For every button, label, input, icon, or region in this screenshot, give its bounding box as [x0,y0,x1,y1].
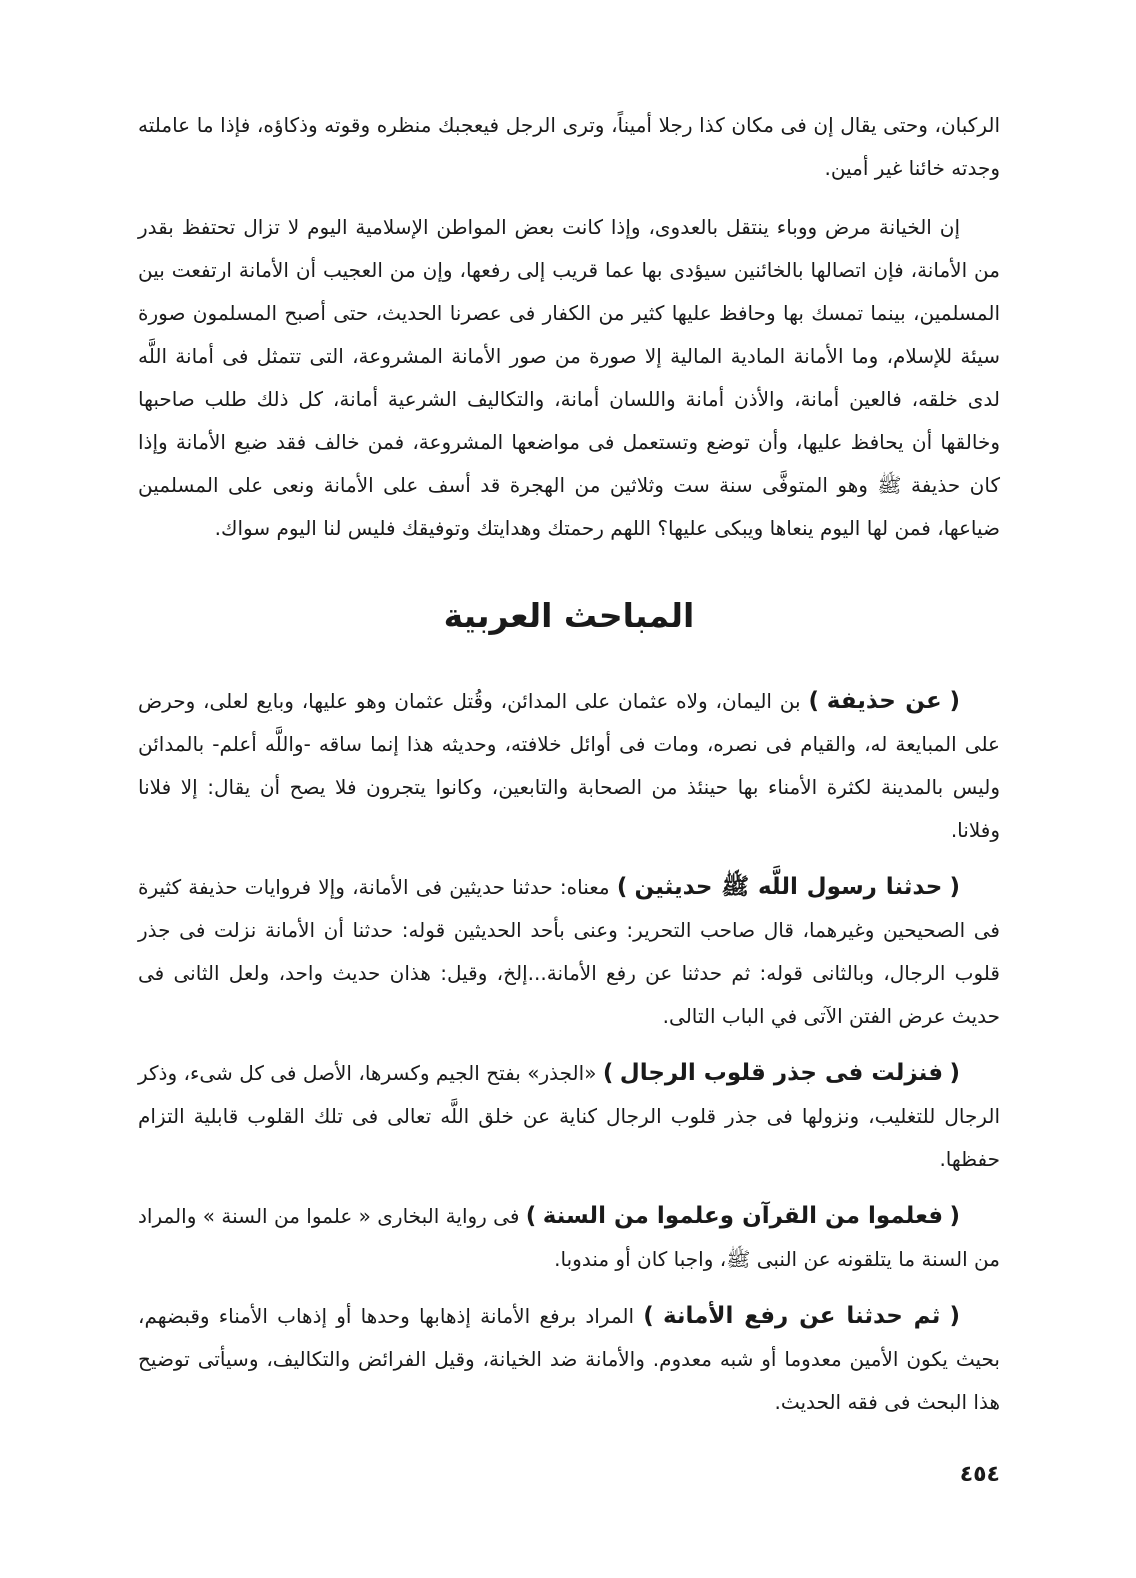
entry-lemma: ثم حدثنا عن رفع الأمانة [662,1303,941,1329]
section-title: المباحث العربية [443,596,695,635]
entry-text: بن اليمان، ولاه عثمان على المدائن، وقُتل عثمان وهو عليها، وبايع لعلى، وحرض على المبايعة له، والقيام فى نصره، ومات فى أوائل خلافته، وحديثه هذا إنما ساقه -واللَّه أعلم- بالمدائن وليس بالمدينة لكثرة الأمناء بها حينئذ من الصحابة والتابعين، وكانوا يتجرون فلا يصح أن يقال: إلا فلانا وفلانا. [138,689,1000,842]
entry-4 [138,1195,1000,1281]
entry-5 [138,1295,1000,1424]
entry-1 [138,680,1000,852]
entry-text: معناه: حدثنا حديثين فى الأمانة، وإلا فروايات حذيفة كثيرة فى الصحيحين وغيرهما، قال صاحب التحرير: وعنى بأحد الحديثين قوله: حدثنا أن الأمانة نزلت فى جذر قلوب الرجال، وبالثانى قوله: ثم حدثنا عن رفع الأمانة...إلخ، وقيل: هذان حديث واحد، ولعل الثانى فى حديث عرض الفتن الآتى في الباب التالى. [138,875,1000,1028]
entry-text: «الجذر» بفتح الجيم وكسرها، الأصل فى كل شىء، وذكر الرجال للتغليب، ونزولها فى جذر قلوب الرجال كناية عن خلق اللَّه تعالى فى تلك القلوب قابلية التزام حفظها. [138,1061,1000,1171]
page-content [138,104,1000,1438]
entry-text: فى رواية البخارى « علموا من السنة » والمراد من السنة ما يتلقونه عن النبى ﷺ، واجبا كان أو مندوبا. [138,1204,1000,1271]
entry-lemma: عن حذيفة [826,688,942,714]
page-number: ٤٥٤ [959,1462,1000,1487]
entry-lemma: فعلموا من القرآن وعلموا من السنة [542,1203,944,1229]
open-paren: ( [949,1303,961,1329]
intro-paragraph-2: إن الخيانة مرض ووباء ينتقل بالعدوى، وإذا كانت بعض المواطن الإسلامية اليوم لا تزال تحتفظ بقدر من الأمانة، فإن اتصالها بالخائنين سيؤدى بها عما قريب إلى رفعها، وإن من العجيب أن الأمانة ارتفعت بين المسلمين، بينما تمسك بها وحافظ عليها كثير من الكفار فى عصرنا الحديث، حتى أصبح المسلمون صورة سيئة للإسلام، وما الأمانة المادية المالية إلا صورة من صور الأمانة المشروعة، التى تتمثل فى أمانة اللَّه لدى خلقه، فالعين أمانة، والأذن أمانة واللسان أمانة، والتكاليف الشرعية أمانة، كل ذلك طلب صاحبها وخالقها أن يحافظ عليها، وأن توضع وتستعمل فى مواضعها المشروعة، فمن خالف فقد ضيع الأمانة وإذا كان حذيفة ﷺ وهو المتوفَّى سنة ست وثلاثين من الهجرة قد أسف على الأمانة ونعى على المسلمين ضياعها، فمن لها اليوم ينعاها ويبكى عليها؟ اللهم رحمتك وهدايتك وتوفيقك فليس لنا اليوم سواك. [138,215,1000,540]
entry-3 [138,1052,1000,1181]
close-paren: ) [525,1203,537,1229]
open-paren: ( [949,874,961,900]
entry-text: المراد برفع الأمانة إذهابها وحدها أو إذهاب الأمناء وقبضهم، بحيث يكون الأمين معدوما أو شبه معدوم. والأمانة ضد الخيانة، وقيل الفرائض والتكاليف، وسيأتى توضيح هذا البحث فى فقه الحديث. [138,1304,1000,1414]
intro-paragraph-1: الركبان، وحتى يقال إن فى مكان كذا رجلا أميناً، وترى الرجل فيعجبك منظره وقوته وذكاؤه، فإذا ما عاملته وجدته خائنا غير أمين. [138,113,1000,180]
open-paren: ( [949,1060,961,1086]
open-paren: ( [949,1203,960,1229]
close-paren: ) [808,688,819,714]
close-paren: ) [643,1303,654,1329]
entry-2 [138,866,1000,1038]
entry-lemma: فنزلت فى جذر قلوب الرجال [619,1060,944,1086]
open-paren: ( [949,688,961,714]
close-paren: ) [616,874,628,900]
entry-lemma: حدثنا رسول اللَّه ﷺ حديثين [634,874,943,900]
close-paren: ) [602,1060,614,1086]
